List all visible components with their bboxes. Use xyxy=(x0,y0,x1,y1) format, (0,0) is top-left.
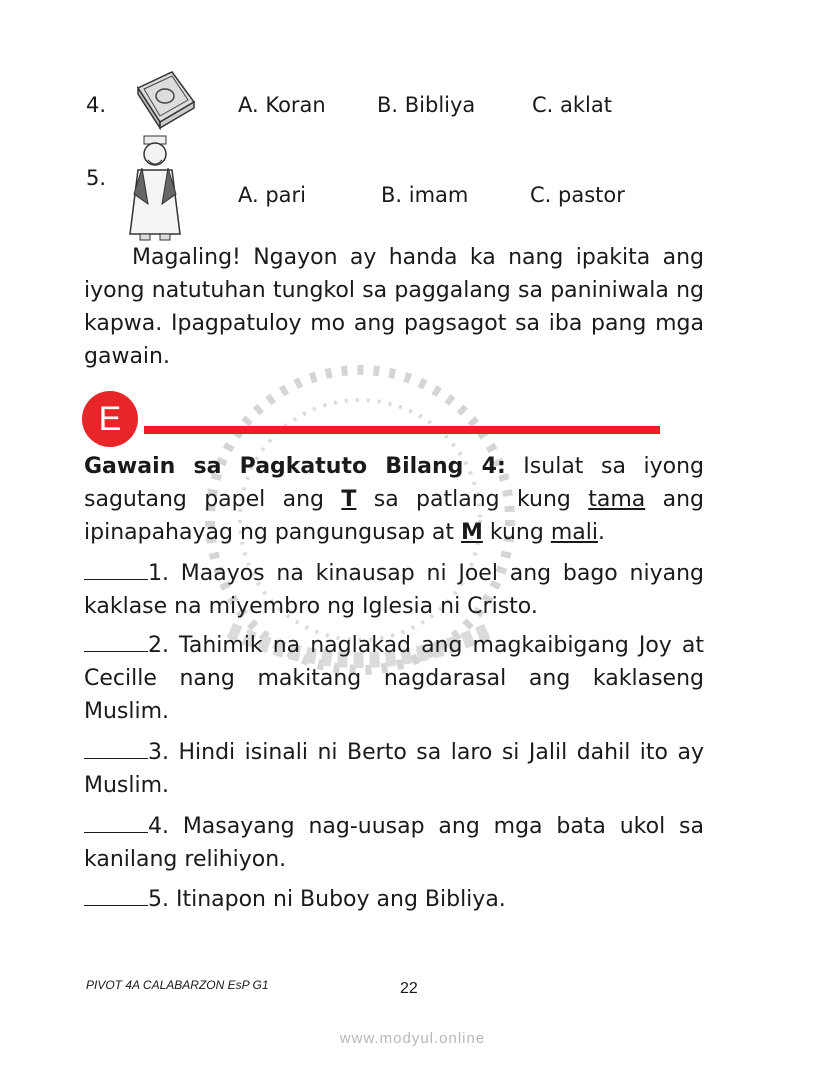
answer-blank xyxy=(84,559,148,580)
intro-paragraph: Magaling! Ngayon ay handa ka nang ipakita ang iyong natutuhan tungkol sa paggalang sa paniniwala ng kapwa. Ipagpatuloy mo ang pagsagot sa iba pang mga gawain. xyxy=(84,245,704,369)
cleric-figure-icon xyxy=(124,134,186,246)
item-4-number: 4. xyxy=(86,93,107,117)
statement-2 xyxy=(84,629,704,728)
instruction-text: kung xyxy=(482,520,551,545)
instruction-word-mali: mali xyxy=(550,520,598,545)
instruction-text: sa patlang kung xyxy=(356,487,589,512)
statement-text: 1. Maayos na kinausap ni Joel ang bago niyang kaklase na miyembro ng Iglesia ni Cristo. xyxy=(84,561,704,619)
item-4-choice-c: C. aklat xyxy=(532,93,612,117)
instruction-word-tama: tama xyxy=(588,487,646,512)
answer-blank xyxy=(84,738,148,759)
statement-text: 2. Tahimik na naglakad ang magkaibigang Joy at Cecille nang makitang nagdarasal ang kaklaseng Muslim. xyxy=(84,633,704,724)
item-4-choice-a: A. Koran xyxy=(238,93,326,117)
book-icon xyxy=(132,68,198,130)
statement-4 xyxy=(84,810,704,876)
item-5-choice-b: B. imam xyxy=(381,183,469,207)
section-letter-badge: E xyxy=(82,391,138,447)
section-divider xyxy=(144,426,660,434)
footer-module-label: PIVOT 4A CALABARZON EsP G1 xyxy=(86,978,269,992)
item-5-number: 5. xyxy=(86,166,107,190)
item-5-choice-c: C. pastor xyxy=(530,183,625,207)
activity-instruction xyxy=(84,450,704,549)
item-5-choice-a: A. pari xyxy=(238,183,307,207)
item-4-choice-b: B. Bibliya xyxy=(377,93,476,117)
statement-text: 3. Hindi isinali ni Berto sa laro si Jalil dahil ito ay Muslim. xyxy=(84,740,704,798)
instruction-text: ang ipinapahayag ng pangungusap at xyxy=(84,487,705,545)
answer-blank xyxy=(84,631,148,652)
statement-text: 4. Masayang nag-uusap ang mga bata ukol sa kanilang relihiyon. xyxy=(84,814,704,872)
page-number: 22 xyxy=(400,980,418,997)
statement-5 xyxy=(84,883,704,916)
statement-3 xyxy=(84,736,704,802)
statement-text: 5. Itinapon ni Buboy ang Bibliya. xyxy=(148,887,506,912)
instruction-text: . xyxy=(597,520,605,545)
instruction-letter-m: M xyxy=(461,520,483,545)
instruction-letter-t: T xyxy=(341,487,357,512)
site-watermark: www.modyul.online xyxy=(339,1030,486,1047)
instruction-text: Isulat sa iyong sagutang papel ang xyxy=(84,454,704,512)
activity-title: Gawain sa Pagkatuto Bilang 4: xyxy=(84,454,506,479)
statement-1 xyxy=(84,557,704,623)
answer-blank xyxy=(84,812,148,833)
answer-blank xyxy=(84,885,148,906)
